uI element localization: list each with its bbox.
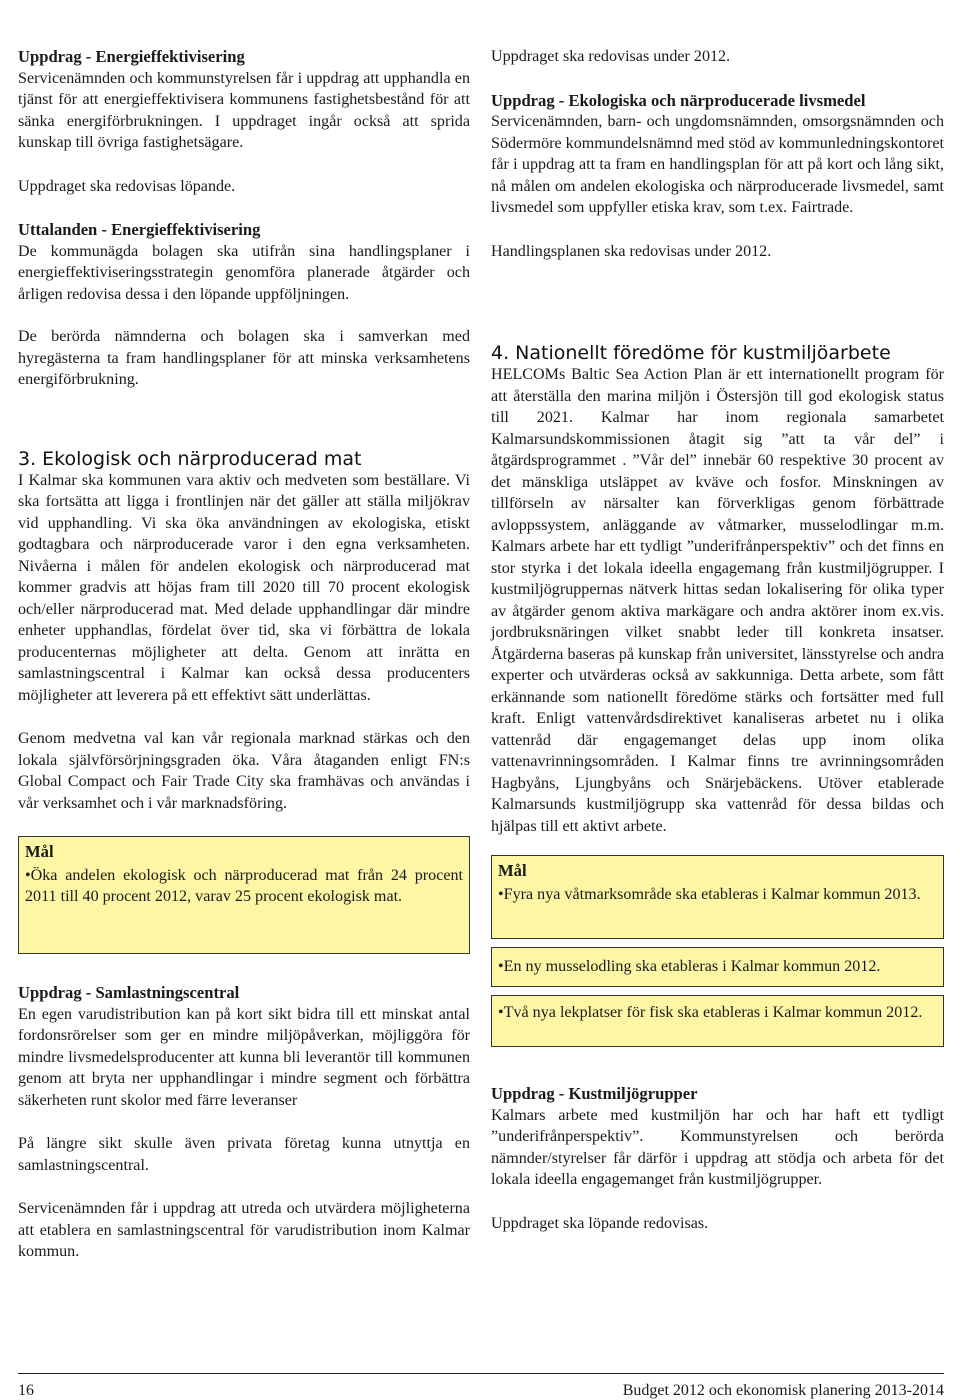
logistics-body3: Servicenämnden får i uppdrag att utreda och utvärdera möjligheterna att etablera en samlastningscentral för varudistribution inom Kalmar kommun.: [18, 1200, 470, 1260]
left-column: [18, 46, 470, 1263]
food-task-body: Servicenämnden, barn- och ungdomsnämnden, omsorgsnämnden och Södermöre kommundelsnämnd med stöd av kommunledningskontoret får i uppdrag att ta fram en handlingsplan för att på kort och lång sikt, nå målen om andelen ekologiska och närproducerade livsmedel, samt livsmedel som uppfyller etiska krav, som t.ex. Fairtrade.: [491, 113, 944, 216]
energy-statements-body: De kommunägda bolagen ska utifrån sina handlingsplaner i energieffektiviseringsstrategin genomföra planerade åtgärder och årligen redovisa dessa i den löpande uppföljningen.: [18, 242, 470, 303]
goal-item-1: •Fyra nya våtmarksområde ska etableras i Kalmar kommun 2013.: [498, 885, 921, 903]
section-3: [18, 448, 470, 815]
energy-task-body: Servicenämnden och kommunstyrelsen får i uppdrag att upphandla en tjänst för att energieffektivisera kommunens fastighetsbestånd för att sänka energiförbrukningen. I uppdraget ingår också att sprida kunskap till övriga fastighetsägare.: [18, 69, 470, 151]
page-number: 16: [18, 1382, 34, 1399]
coast-task-report: Uppdraget ska löpande redovisas.: [491, 1214, 709, 1232]
section-4-title: 4. Nationellt föredöme för kustmiljöarbete: [491, 342, 891, 364]
goal-box-food: [18, 836, 470, 954]
food-task-heading: Uppdrag - Ekologiska och närproducerade livsmedel: [491, 90, 866, 110]
coast-task-body: Kalmars arbete med kustmiljön har och har haft ett tydligt ”underifrånperspektiv”. Kommunstyrelsen och berörda nämnder/styrelser får därför i uppdrag att stödja och arbeta för det lokala ideella engagemanget från kustmiljögrupper.: [491, 1106, 944, 1188]
goal-box-coast-3: [491, 995, 944, 1047]
logistics-body2: På längre sikt skulle även privata företag kunna utnyttja en samlastningscentral.: [18, 1135, 470, 1174]
page-footer: [18, 1373, 944, 1400]
goal-item: •Öka andelen ekologisk och närproducerad mat från 24 procent 2011 till 40 procent 2012, varav 25 procent ekologisk mat.: [25, 866, 463, 905]
goal-heading-coast: Mål: [498, 861, 527, 880]
logistics-heading: Uppdrag - Samlastningscentral: [18, 983, 240, 1002]
food-task-section: [491, 90, 944, 263]
logistics-body: En egen varudistribution kan på kort sikt bidra till ett minskat antal fordonsrörelser som ger en mindre miljöpåverkan, möjliggöra för mindre livsmedelsproducenter att kunna bli leverantör till kommunen genom att bryta ner upphandlingar i mindre segment och förbättra säkerheten runt skolor med färre leveranser: [18, 1005, 470, 1109]
goal-item-2: •En ny musselodling ska etableras i Kalmar kommun 2012.: [498, 958, 881, 975]
energy-statements-heading: Uttalanden - Energieffektivisering: [18, 220, 261, 239]
goal-box-coast-1: [491, 855, 944, 939]
energy-statements-section: [18, 219, 470, 391]
right-column: [491, 46, 944, 1234]
section-3-body2: Genom medvetna val kan vår regionala marknad stärkas och den lokala självförsörjningsgraden öka. Våra åtaganden enligt FN:s Global Compact och Fair Trade City ska framhävas och användas i vår verksamhet och i vår marknadsföring.: [18, 730, 470, 812]
section-3-body: I Kalmar ska kommunen vara aktiv och medveten som beställare. Vi ska fortsätta att ligga i frontlinjen när det gäller att ställa miljökrav vid upphandling. Vi ska öka användningen av ekologiska, etiskt godtagbara och närproducerade varor i den egna verksamheten. Nivåerna i målen för andelen ekologisk och närproducerad mat kommer gradvis att höjas fram till 2020 till 70 procent ekologisk och/eller närproducerad mat. Med delade upphandlingar där mindre enheter upphandlas, fördelat över tid, ska vi förbättra de lokala producenternas möjligheter att delta. Genom att inrätta en samlastningscentral i Kalmar kan också dessa producenters möjligheter att leverera på ett effektivt sätt underlättas.: [18, 471, 470, 704]
energy-task-report: Uppdraget ska redovisas löpande.: [18, 177, 236, 195]
coast-task-section: [491, 1083, 944, 1234]
energy-task-heading: Uppdrag - Energieffektivisering: [18, 47, 245, 66]
section-4-body: HELCOMs Baltic Sea Action Plan är ett internationellt program för att återställa den marina miljön i Östersjön till god ekologisk status till 2021. Kalmar har inom regionala samarbetet Kalmarsundskommissionen åtagit sig ”att ta vår del” i åtgärdsprogrammet . ”Vår del” innebär 60 respektive 30 procent av det mänskliga utsläppet av kväve och fosfor. Minskningen av tillförseln av närsalter kan förverkligas genom förbättrade avloppssystem, anläggande av våtmarker, musselodlingar m.m. Kalmars arbete har ett tydligt ”underifrånperspektiv” och det finns en stor styrka i det lokala ideella engagemang från kustmiljögrupper. I kustmiljögruppernas nätverk hittas sedan lokalisering för olika typer av åtgärder genom aktiva markägare och andra aktörer inom ex.vis. jordbruksnäringen vilket snabbt leder till konkreta insatser. Åtgärderna baseras på kunskap från universitet, länsstyrelse och andra experter och utvärderas också av sakkunniga. Detta arbete, som fått erkännande som nationellt föredöme stärks och fortsätter med full kraft. Enligt vattenvårdsdirektivet kanaliseras arbetet nu i olika vattenråd där engagemanget delas upp inom olika vattenavrinningsområden. I Kalmar finns tre avrinningsområden Hagbyåns, Ljungbyåns och Snärjebäckens. Utöver etablerade Kalmarsunds kustmiljögrupp ska vattenråd för dessa bildas och hjälpas till ett aktivt arbete.: [491, 366, 944, 835]
logistics-section: [18, 982, 470, 1263]
goal-box-coast-2: [491, 947, 944, 987]
energy-task-section: [18, 46, 470, 197]
coast-task-heading: Uppdrag - Kustmiljögrupper: [491, 1084, 698, 1103]
report-top: Uppdraget ska redovisas under 2012.: [491, 48, 731, 65]
goal-item-3: •Två nya lekplatser för fisk ska etableras i Kalmar kommun 2012.: [498, 1004, 923, 1021]
energy-statements-body2: De berörda nämnderna och bolagen ska i samverkan med hyregästerna ta fram handlingsplaner för att minska verksamhetens energiförbrukning.: [18, 328, 470, 388]
food-task-report: Handlingsplanen ska redovisas under 2012.: [491, 242, 772, 260]
footer-title: Budget 2012 och ekonomisk planering 2013-2014: [622, 1382, 944, 1399]
goal-heading: Mål: [25, 842, 54, 861]
section-3-title: 3. Ekologisk och närproducerad mat: [18, 447, 362, 470]
section-4: [491, 342, 944, 837]
